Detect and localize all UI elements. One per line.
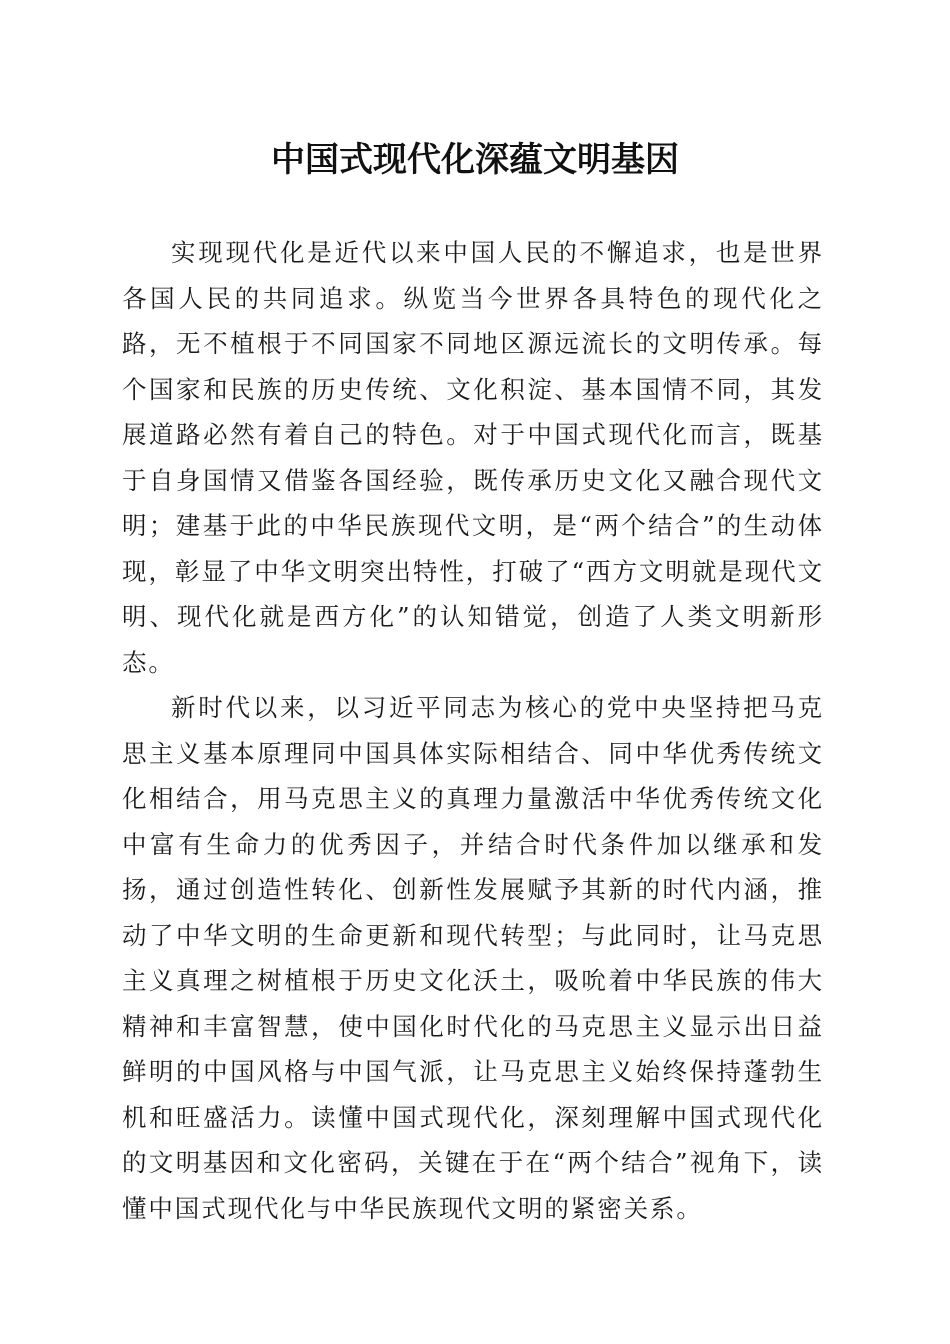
paragraph-2: 新时代以来，以习近平同志为核心的党中央坚持把马克思主义基本原理同中国具体实际相结合、同中华优秀传统文化相结合，用马克思主义的真理力量激活中华优秀传统文化中富有生命力的优秀因子，并结合时代条件加以继承和发扬，通过创造性转化、创新性发展赋予其新的时代内涵，推动了中华文明的生命更新和现代转型；与此同时，让马克思主义真理之树植根于历史文化沃土，吸吮着中华民族的伟大精神和丰富智慧，使中国化时代化的马克思主义显示出日益鲜明的中国风格与中国气派，让马克思主义始终保持蓬勃生机和旺盛活力。读懂中国式现代化，深刻理解中国式现代化的文明基因和文化密码，关键在于在“两个结合”视角下，读懂中国式现代化与中华民族现代文明的紧密关系。	[122, 693, 824, 1223]
document-body	[122, 230, 824, 1231]
paragraph-1: 实现现代化是近代以来中国人民的不懈追求，也是世界各国人民的共同追求。纵览当今世界各具特色的现代化之路，无不植根于不同国家不同地区源远流长的文明传承。每个国家和民族的历史传统、文化积淀、基本国情不同，其发展道路必然有着自己的特色。对于中国式现代化而言，既基于自身国情又借鉴各国经验，既传承历史文化又融合现代文明；建基于此的中华民族现代文明，是“两个结合”的生动体现，彰显了中华文明突出特性，打破了“西方文明就是现代文明、现代化就是西方化”的认知错觉，创造了人类文明新形态。	[122, 238, 824, 677]
document-title: 中国式现代化深蕴文明基因	[271, 140, 679, 180]
